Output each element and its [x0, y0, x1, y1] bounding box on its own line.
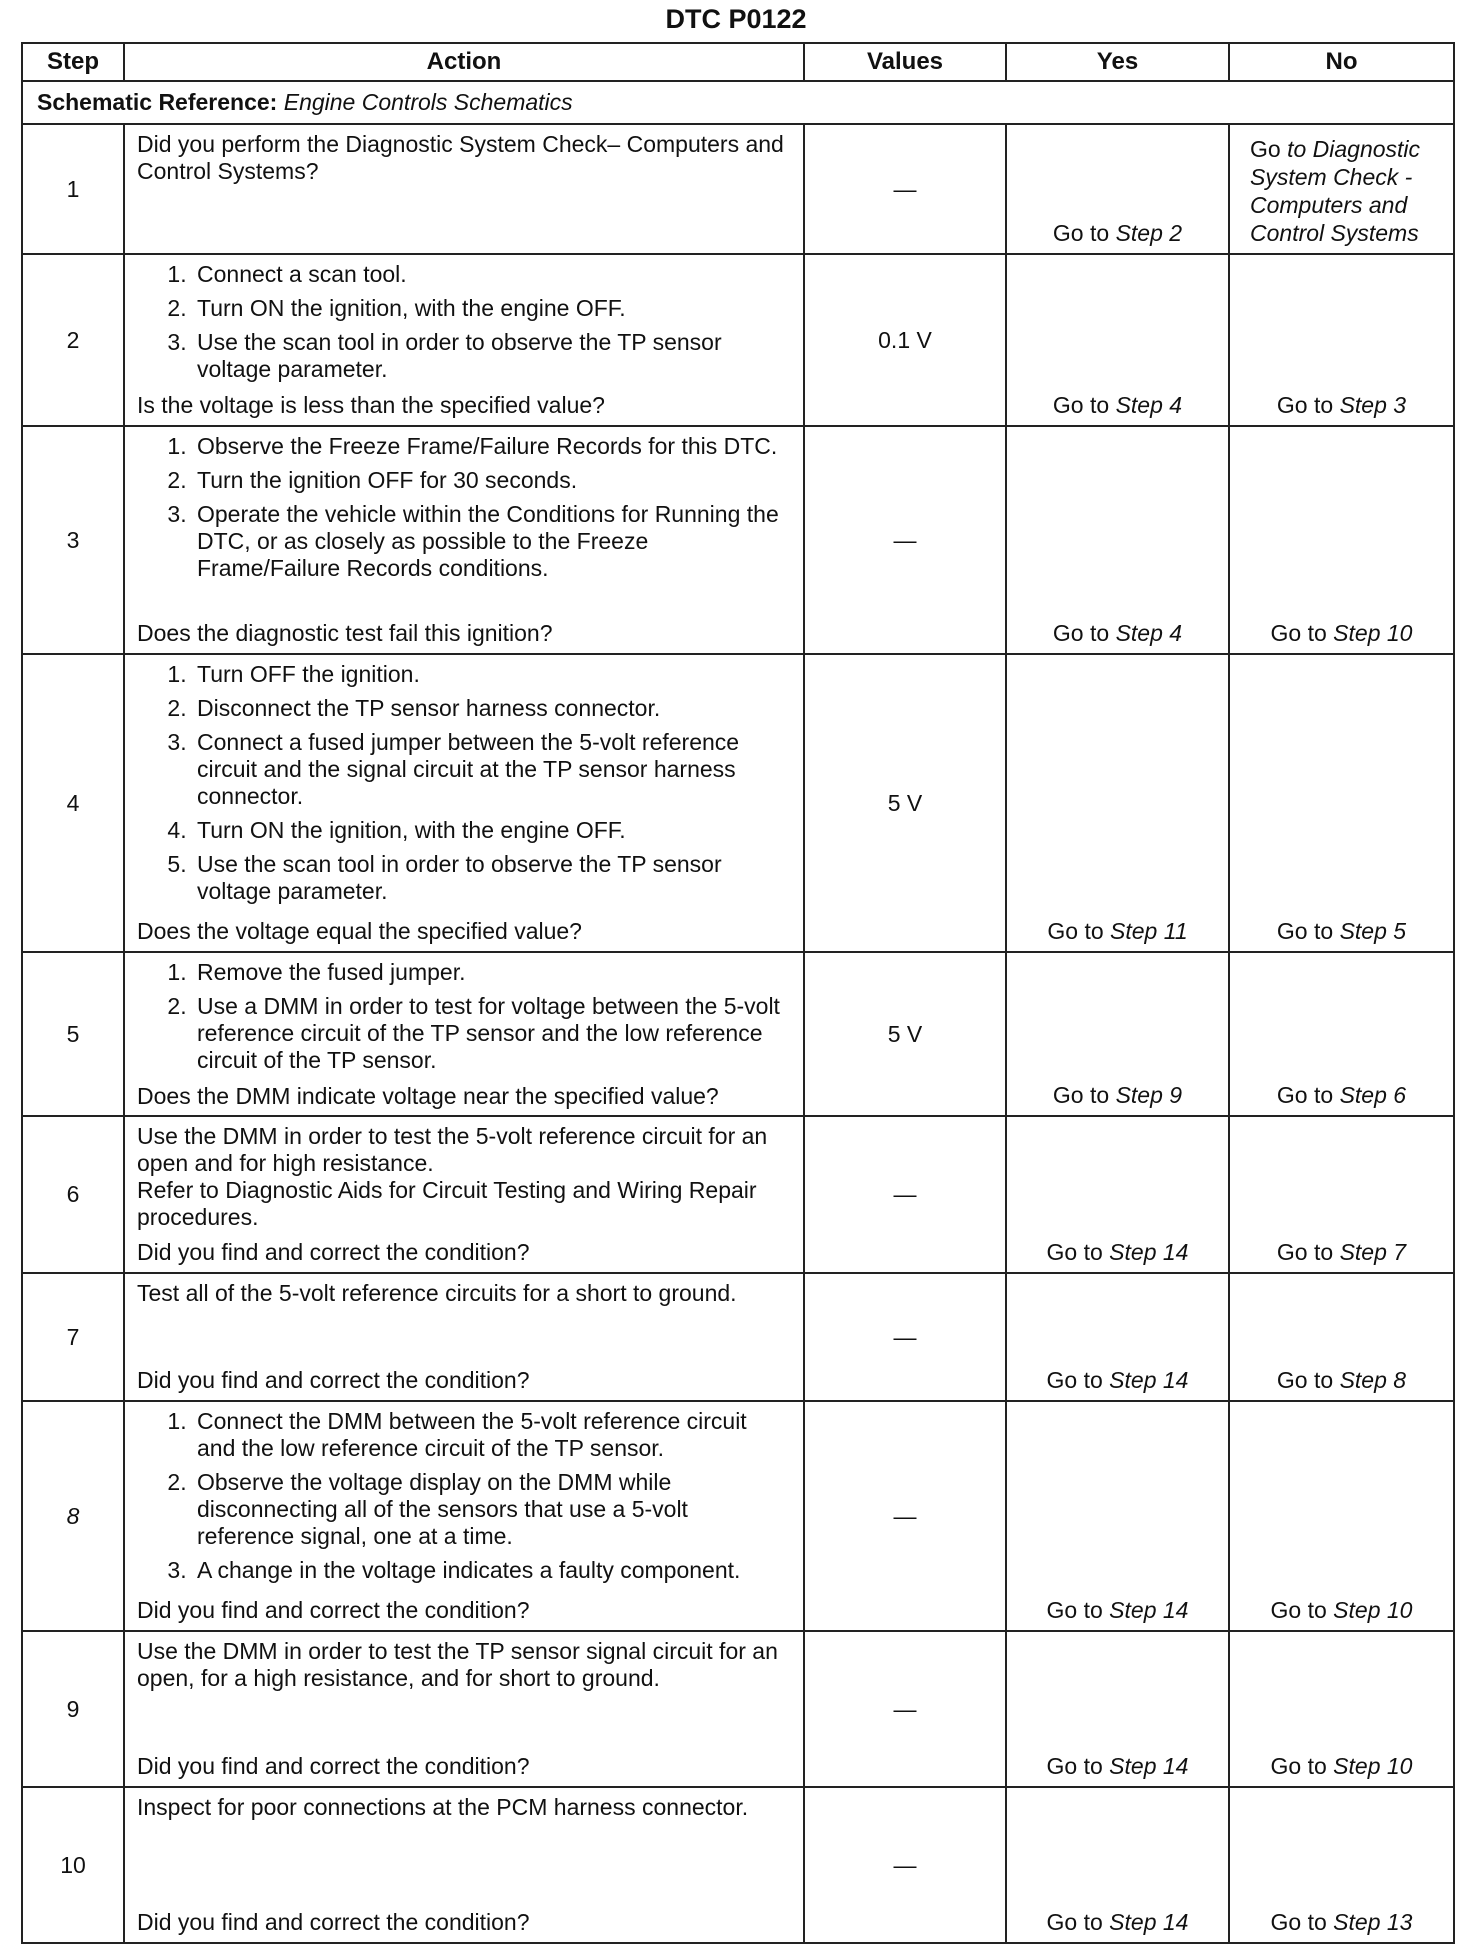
yes-goto-prefix: Go to [1046, 1597, 1103, 1623]
header-no: No [1229, 43, 1454, 81]
yes-goto-prefix: Go to [1046, 1753, 1103, 1779]
step-number: 2 [22, 254, 124, 426]
no-goto-step-link[interactable]: Step 10 [1333, 1753, 1413, 1779]
specified-value: 0.1 V [804, 254, 1006, 426]
yes-cell [1006, 952, 1229, 1116]
step-number: 3 [22, 426, 124, 654]
schematic-reference [22, 81, 1454, 124]
yes-goto-step-link[interactable]: Step 14 [1109, 1753, 1189, 1779]
no-cell [1229, 1273, 1454, 1401]
specified-value: — [804, 1401, 1006, 1631]
header-values: Values [804, 43, 1006, 81]
schematic-reference-label: Schematic Reference: [37, 89, 278, 115]
yes-goto-prefix: Go to [1052, 220, 1110, 246]
action-question: Did you find and correct the condition? [137, 1597, 530, 1623]
no-goto-step-link[interactable]: Step 6 [1339, 1082, 1407, 1108]
action-step-item: 3. A change in the voltage indicates a faulty component. [193, 1557, 791, 1584]
yes-cell [1006, 1631, 1229, 1787]
yes-goto-step-link[interactable]: Step 14 [1109, 1909, 1189, 1935]
table-row [22, 1787, 1454, 1943]
action-step-item: 1. Connect the DMM between the 5-volt reference circuit and the low reference circuit of the TP sensor. [193, 1408, 791, 1462]
yes-cell [1006, 1116, 1229, 1273]
step-number: 9 [22, 1631, 124, 1787]
specified-value: — [804, 426, 1006, 654]
yes-goto-prefix: Go to [1052, 392, 1110, 418]
no-cell [1229, 254, 1454, 426]
yes-cell [1006, 426, 1229, 654]
specified-value: — [804, 124, 1006, 254]
action-step-item: 1. Remove the fused jumper. [193, 959, 791, 986]
no-cell [1229, 654, 1454, 952]
no-goto-step-link[interactable]: Step 5 [1339, 918, 1407, 944]
yes-goto-step-link[interactable]: Step 14 [1109, 1239, 1189, 1265]
yes-goto-step-link[interactable]: Step 11 [1110, 918, 1188, 944]
action-question: Did you find and correct the condition? [137, 1909, 530, 1935]
action-cell [124, 124, 804, 254]
step-number: 7 [22, 1273, 124, 1401]
yes-goto-prefix: Go to [1052, 620, 1110, 646]
action-cell [124, 1116, 804, 1273]
step-number: 5 [22, 952, 124, 1116]
no-goto-prefix: Go to [1276, 1082, 1334, 1108]
action-text: Use the DMM in order to test the TP sensor signal circuit for an open, for a high resistance, and for short to ground. [137, 1638, 778, 1691]
page-title: DTC P0122 [665, 4, 807, 34]
yes-goto-step-link[interactable]: Step 14 [1109, 1367, 1189, 1393]
action-cell [124, 1631, 804, 1787]
no-cell [1229, 1631, 1454, 1787]
action-step-item: 2. Use a DMM in order to test for voltage between the 5-volt reference circuit of the TP sensor and the low reference circuit of the TP sensor. [193, 993, 791, 1074]
yes-cell [1006, 654, 1229, 952]
table-row [22, 1273, 1454, 1401]
step-number: 1 [22, 124, 124, 254]
action-steps-list [137, 261, 791, 383]
yes-cell [1006, 254, 1229, 426]
yes-goto-prefix: Go to [1046, 1239, 1103, 1265]
table-row [22, 426, 1454, 654]
yes-goto-prefix: Go to [1046, 1367, 1103, 1393]
no-cell [1229, 952, 1454, 1116]
specified-value: 5 V [804, 654, 1006, 952]
header-row [22, 43, 1454, 81]
action-cell [124, 952, 804, 1116]
schematic-reference-row [22, 81, 1454, 124]
action-cell [124, 254, 804, 426]
action-text: Use the DMM in order to test the 5-volt reference circuit for an open and for high resistance. [137, 1123, 768, 1176]
action-cell [124, 654, 804, 952]
action-steps-list [137, 661, 791, 905]
yes-goto-prefix: Go to [1046, 1909, 1103, 1935]
action-text: Refer to Diagnostic Aids for Circuit Testing and Wiring Repair procedures. [137, 1177, 757, 1230]
yes-cell [1006, 1787, 1229, 1943]
yes-cell [1006, 124, 1229, 254]
no-goto-step-link[interactable]: Step 10 [1333, 620, 1413, 646]
header-step: Step [22, 43, 124, 81]
action-question: Does the diagnostic test fail this ignition? [137, 620, 553, 646]
action-question: Does the DMM indicate voltage near the specified value? [137, 1083, 719, 1109]
table-row [22, 1401, 1454, 1631]
table-row [22, 952, 1454, 1116]
action-cell [124, 1273, 804, 1401]
no-goto-text: Go to Diagnostic [1250, 136, 1421, 162]
action-cell [124, 1401, 804, 1631]
no-goto-step-link[interactable]: Step 10 [1333, 1597, 1413, 1623]
yes-goto-prefix: Go to [1047, 918, 1104, 944]
step-number: 4 [22, 654, 124, 952]
no-goto-step-link[interactable]: Step 7 [1339, 1239, 1407, 1265]
no-goto-link-text[interactable]: System Check - [1250, 164, 1413, 190]
no-cell [1229, 124, 1454, 254]
yes-cell [1006, 1401, 1229, 1631]
header-yes: Yes [1006, 43, 1229, 81]
action-steps-list [137, 1408, 791, 1584]
yes-goto-step-link[interactable]: Step 14 [1109, 1597, 1189, 1623]
no-goto-step-link[interactable]: Step 13 [1333, 1909, 1413, 1935]
action-step-item: 2. Observe the voltage display on the DMM while disconnecting all of the sensors that use a 5-volt reference signal, one at a time. [193, 1469, 791, 1550]
action-question: Did you find and correct the condition? [137, 1753, 530, 1779]
action-step-item: 3. Use the scan tool in order to observe the TP sensor voltage parameter. [193, 329, 791, 383]
no-goto-prefix: Go to [1276, 1367, 1334, 1393]
action-step-item: 3. Operate the vehicle within the Conditions for Running the DTC, or as closely as possible to the Freeze Frame/Failure Records conditions. [193, 501, 791, 582]
action-step-item: 1. Turn OFF the ignition. [193, 661, 791, 688]
action-step-item: 3. Connect a fused jumper between the 5-volt reference circuit and the signal circuit at the TP sensor harness connector. [193, 729, 791, 810]
action-step-item: 2. Disconnect the TP sensor harness connector. [193, 695, 791, 722]
specified-value: — [804, 1273, 1006, 1401]
action-question: Does the voltage equal the specified value? [137, 918, 582, 944]
action-step-item: 5. Use the scan tool in order to observe the TP sensor voltage parameter. [193, 851, 791, 905]
step-number: 6 [22, 1116, 124, 1273]
no-goto-step-link[interactable]: Step 8 [1339, 1367, 1407, 1393]
no-goto-link-text[interactable]: Computers and [1250, 192, 1408, 218]
yes-cell [1006, 1273, 1229, 1401]
action-step-item: 2. Turn ON the ignition, with the engine OFF. [193, 295, 791, 322]
specified-value: 5 V [804, 952, 1006, 1116]
header-action: Action [124, 43, 804, 81]
yes-goto-step-link[interactable]: Step 2 [1115, 220, 1183, 246]
action-step-item: 1. Observe the Freeze Frame/Failure Records for this DTC. [193, 433, 791, 460]
step-number: 8 [22, 1401, 124, 1631]
action-cell [124, 426, 804, 654]
action-step-item: 4. Turn ON the ignition, with the engine OFF. [193, 817, 791, 844]
yes-goto-prefix: Go to [1052, 1082, 1110, 1108]
table-row [22, 254, 1454, 426]
no-goto-prefix: Go to [1270, 1909, 1327, 1935]
no-goto-prefix: Go to [1276, 392, 1334, 418]
action-question: Did you find and correct the condition? [137, 1239, 530, 1265]
table-row [22, 1116, 1454, 1273]
step-number: 10 [22, 1787, 124, 1943]
yes-goto-step-link[interactable]: Step 4 [1115, 392, 1183, 418]
dtc-table [21, 42, 1455, 1944]
no-cell [1229, 1401, 1454, 1631]
action-step-item: 2. Turn the ignition OFF for 30 seconds. [193, 467, 791, 494]
no-cell [1229, 426, 1454, 654]
action-question: Did you find and correct the condition? [137, 1367, 530, 1393]
no-goto-prefix: Go to [1270, 620, 1327, 646]
no-goto-step-link[interactable]: Step 3 [1339, 392, 1407, 418]
no-goto-prefix: Go to [1270, 1753, 1327, 1779]
action-step-item: 1. Connect a scan tool. [193, 261, 791, 288]
action-text: Inspect for poor connections at the PCM harness connector. [137, 1794, 749, 1820]
specified-value: — [804, 1787, 1006, 1943]
table-row [22, 654, 1454, 952]
yes-goto-step-link[interactable]: Step 9 [1115, 1082, 1183, 1108]
action-steps-list [137, 433, 791, 582]
no-goto-link-text[interactable]: Control Systems [1250, 220, 1419, 246]
table-row [22, 1631, 1454, 1787]
yes-goto-step-link[interactable]: Step 4 [1115, 620, 1183, 646]
action-text: Test all of the 5-volt reference circuits for a short to ground. [137, 1280, 737, 1306]
action-question: Is the voltage is less than the specified value? [137, 392, 605, 418]
no-goto-prefix: Go to [1276, 1239, 1334, 1265]
no-goto-prefix: Go to [1270, 1597, 1327, 1623]
action-steps-list [137, 959, 791, 1074]
specified-value: — [804, 1631, 1006, 1787]
action-text: Did you perform the Diagnostic System Check– Computers and Control Systems? [137, 131, 784, 184]
no-cell [1229, 1116, 1454, 1273]
no-cell [1229, 1787, 1454, 1943]
schematic-reference-link: Engine Controls Schematics [283, 89, 573, 115]
no-goto-prefix: Go to [1276, 918, 1334, 944]
action-cell [124, 1787, 804, 1943]
specified-value: — [804, 1116, 1006, 1273]
table-row [22, 124, 1454, 254]
